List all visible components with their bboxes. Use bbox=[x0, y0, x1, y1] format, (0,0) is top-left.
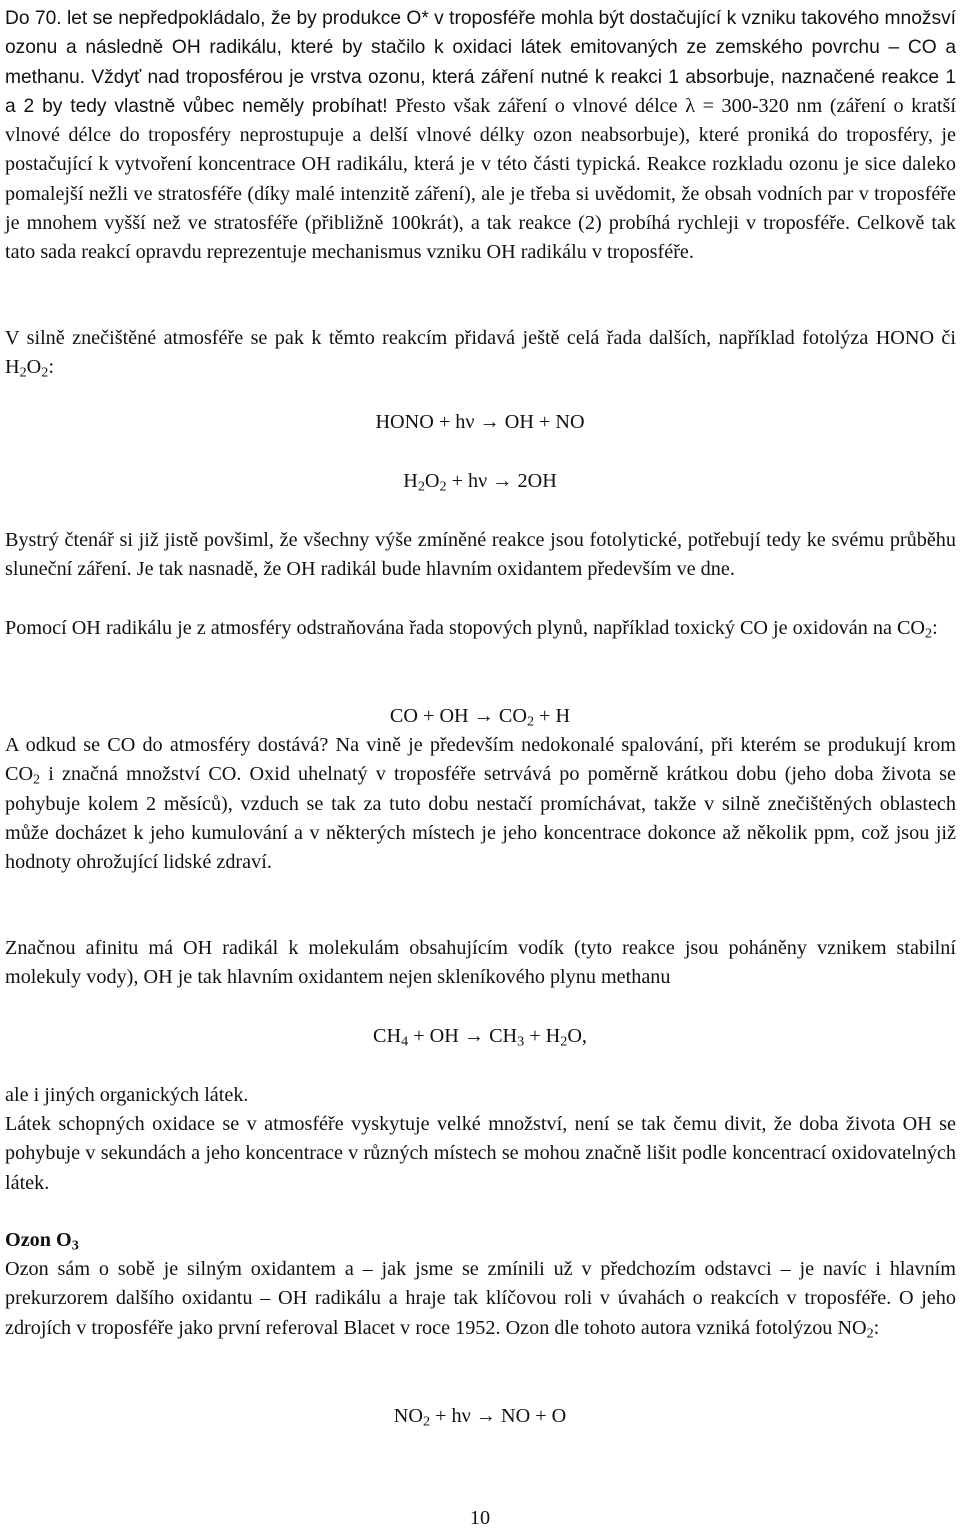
subscript: 2 bbox=[526, 713, 534, 730]
paragraph-text: O bbox=[26, 356, 42, 379]
paragraph-text: i značná množství CO. Oxid uhelnatý v troposféře setrvává po poměrně krátkou dobu (jeho doba života se pohybuje kolem 2 měsíců), vzduch se tak za tuto dobu nestačí promíchávat, takže v silně znečištěných oblastech může docházet k jeho kumulování a v některých místech je jeho koncentrace dokonce až několik ppm, což jsou již hodnoty ohrožující lidské zdraví. bbox=[5, 763, 956, 874]
equation-text: CO + OH bbox=[389, 705, 469, 727]
paragraph-text: V silně znečištěné atmosféře se pak k těmto reakcím přidavá ještě celá řada dalších, například fotolýza HONO či H bbox=[5, 327, 956, 379]
equation-text: H bbox=[403, 470, 418, 492]
subscript: 3 bbox=[71, 1237, 79, 1254]
paragraph-text: A odkud se CO do atmosféry dostává? Na vině je především nedokonalé spalování, při kterém se produkují krom CO bbox=[5, 734, 956, 786]
paragraph-oh-lifetime: Látek schopných oxidace se v atmosféře vyskytuje velké množství, není se tak čemu divit, že doba života OH se pohybuje v sekundách a jeho koncentrace v různých místech se mohou značně lišit podle koncentrací oxidovatelných látek. bbox=[5, 1113, 956, 1194]
equation-ch4 bbox=[0, 1022, 960, 1051]
equation-text: CH bbox=[489, 1025, 518, 1047]
arrow-icon: → bbox=[463, 1025, 485, 1047]
equation-no2 bbox=[0, 1402, 960, 1431]
paragraph-serif-segment: Přesto však záření o vlnové délce λ = 300-320 nm (záření o kratší vlnové délce do troposféry neprostupuje a delší vlnové délky ozon neabsorbuje), které proniká do troposféry, je postačující k vytvoření koncentrace OH radikálu, která je v této části typická. Reakce rozkladu ozonu je sice daleko pomalejší nežli ve stratosféře (díky malé intenzitě záření), ale je třeba si uvědomit, že obsah vodních par v troposféře je mnohem vyšší než ve stratosféře (přibližně 100krát), a tak reakce (2) probíhá rychleji v troposféře. Celkově tak tato sada reakcí opravdu reprezentuje mechanismus vzniku OH radikálu v troposféře. bbox=[5, 94, 956, 264]
page-number: 10 bbox=[469, 1507, 491, 1529]
subscript: 2 bbox=[41, 364, 49, 381]
subscript: 2 bbox=[33, 771, 41, 788]
equation-co bbox=[0, 702, 960, 731]
paragraph-oh-radical-formation bbox=[5, 4, 956, 268]
equation-text: NO + O bbox=[501, 1405, 567, 1427]
equation-text: + hν bbox=[430, 1405, 471, 1427]
equation-text: CO bbox=[498, 705, 527, 727]
arrow-icon: → bbox=[479, 411, 500, 433]
paragraph-photolytic-reactions: Bystrý čtenář si již jistě povšiml, že všechny výše zmíněné reakce jsou fotolytické, potřebují tedy ke svému průběhu sluneční záření. Je tak nasnadě, že OH radikál bude hlavním oxidantem především ve dne. bbox=[5, 529, 956, 581]
paragraph-text: : bbox=[48, 356, 54, 379]
equation-text: OH + NO bbox=[504, 411, 585, 433]
subscript: 3 bbox=[517, 1033, 525, 1050]
equation-text: 2OH bbox=[517, 470, 557, 492]
equation-text: + H bbox=[534, 705, 571, 727]
subscript: 2 bbox=[866, 1325, 874, 1342]
equation-text: + OH bbox=[408, 1025, 459, 1047]
subscript: 2 bbox=[19, 364, 27, 381]
subscript: 2 bbox=[439, 478, 447, 495]
paragraph-organic-substances: ale i jiných organických látek. bbox=[5, 1084, 249, 1106]
equation-text: O bbox=[424, 470, 440, 492]
equation-text: HONO + hν bbox=[375, 411, 475, 433]
arrow-icon: → bbox=[492, 470, 513, 492]
subscript: 4 bbox=[401, 1033, 409, 1050]
equation-text: CH bbox=[373, 1025, 402, 1047]
arrow-icon: → bbox=[473, 705, 494, 727]
paragraph-sans-segment: Do 70. let se nepředpokládalo, že by produkce O* v troposféře mohla být dostačující k vzniku takového množsví ozonu a následně OH radikálu, které by stačilo k oxidaci látek emitovaných ze zemského povrchu – CO a methanu. Vždyť nad troposférou je vrstva ozonu, která záření nutné k reakci 1 absorbuje, naznačené reakce 1 a 2 by tedy vlastně vůbec neměly probíhat! bbox=[5, 8, 956, 117]
paragraph-co-sources bbox=[5, 731, 956, 877]
subscript: 2 bbox=[925, 625, 933, 642]
equation-text: O, bbox=[567, 1025, 587, 1047]
paragraph-text: Pomocí OH radikálu je z atmosféry odstraňována řada stopových plynů, například toxický CO je oxidován na CO bbox=[5, 617, 925, 639]
equation-text: NO bbox=[393, 1405, 423, 1427]
paragraph-ozone-oxidant bbox=[5, 1255, 956, 1343]
equation-hono bbox=[0, 408, 960, 437]
equation-text: + H bbox=[524, 1025, 561, 1047]
section-heading-ozone bbox=[5, 1226, 79, 1255]
paragraph-polluted-atmosphere bbox=[5, 324, 956, 383]
paragraph-hydrogen-affinity: Značnou afinitu má OH radikál k molekulám obsahujícím vodík (tyto reakce jsou poháněny vznikem stabilní molekuly vody), OH je tak hlavním oxidantem nejen skleníkového plynu methanu bbox=[5, 937, 956, 989]
equation-text: + hν bbox=[446, 470, 488, 492]
arrow-icon: → bbox=[475, 1405, 496, 1427]
paragraph-text: Ozon sám o sobě je silným oxidantem a – jak jsme se zmínili už v předchozím odstavci – je navíc i hlavním prekurzorem dalšího oxidantu – OH radikálu a hraje tak klíčovou roli v úvahách o reakcích v troposféře. O jeho zdrojích v troposféře jako první referoval Blacet v roce 1952. Ozon dle tohoto autora vzniká fotolýzou NO bbox=[5, 1258, 956, 1339]
paragraph-text: : bbox=[932, 617, 938, 639]
subscript: 2 bbox=[560, 1033, 568, 1050]
subscript: 2 bbox=[417, 478, 425, 495]
paragraph-co-oxidation bbox=[5, 614, 956, 643]
paragraph-text: : bbox=[873, 1316, 880, 1339]
subscript: 2 bbox=[422, 1413, 431, 1430]
heading-text: Ozon O bbox=[5, 1229, 72, 1251]
equation-h2o2 bbox=[0, 467, 960, 496]
